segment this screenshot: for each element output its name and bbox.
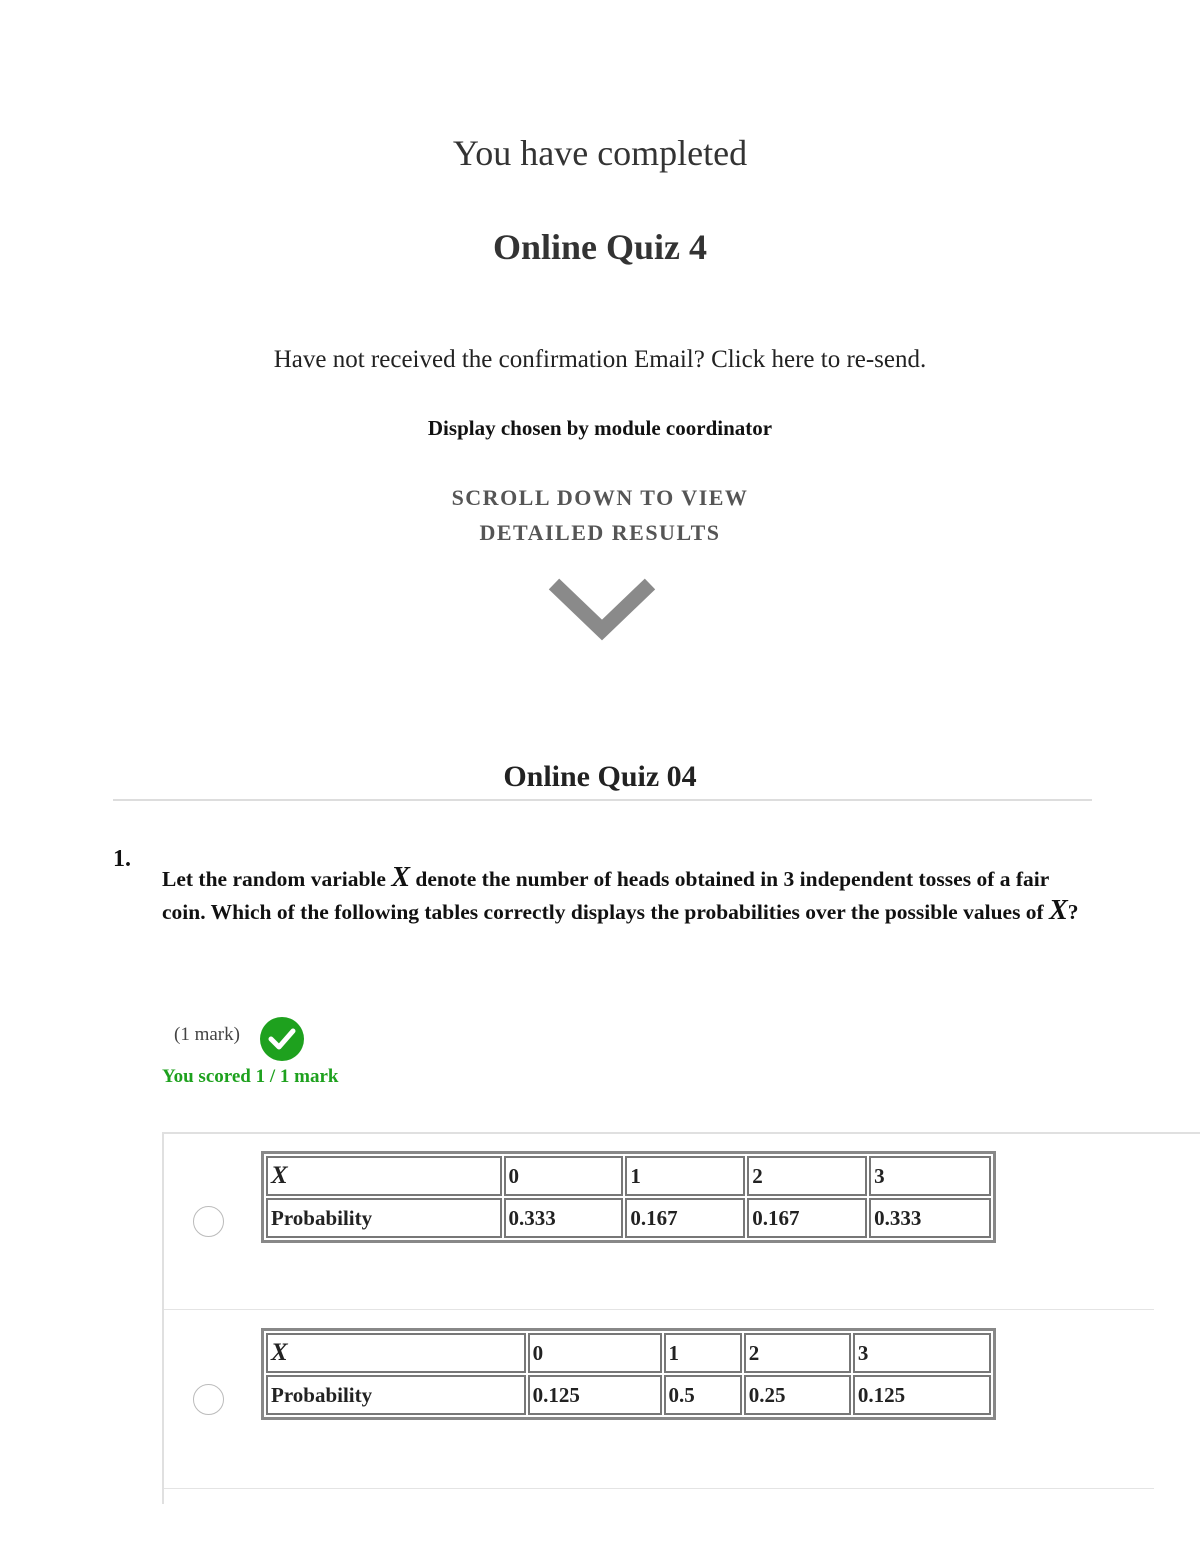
option-2-table[interactable] — [261, 1328, 996, 1420]
option-1-radio[interactable] — [193, 1206, 224, 1237]
table-cell: 0.333 — [504, 1198, 624, 1238]
table-cell: 0.167 — [747, 1198, 867, 1238]
question-variable: X — [1049, 895, 1068, 926]
option-1-table[interactable] — [261, 1151, 996, 1243]
table-row — [266, 1198, 991, 1238]
table-cell: Probability — [266, 1198, 502, 1238]
resend-link[interactable]: Click here to re-send. — [711, 346, 927, 373]
table-cell: 3 — [853, 1333, 991, 1373]
title-divider — [113, 799, 1092, 801]
resend-notice — [0, 346, 1200, 374]
table-cell: 2 — [744, 1333, 851, 1373]
scroll-hint-line-2: DETAILED RESULTS — [479, 520, 721, 545]
table-cell: 3 — [869, 1156, 991, 1196]
table-cell: 0.25 — [744, 1375, 851, 1415]
mark-label: (1 mark) — [174, 1024, 240, 1045]
check-circle-icon — [260, 1017, 304, 1061]
table-cell: Probability — [266, 1375, 526, 1415]
chevron-down-icon[interactable] — [546, 574, 658, 644]
table-cell: 0 — [504, 1156, 624, 1196]
display-note: Display chosen by module coordinator — [427, 416, 773, 440]
quiz-name: Online Quiz 4 — [492, 227, 708, 267]
table-cell: 1 — [664, 1333, 742, 1373]
score-text: You scored 1 / 1 mark — [162, 1066, 339, 1087]
question-text-part-1: Let the random variable — [162, 867, 386, 891]
table-cell: 0 — [528, 1333, 662, 1373]
completed-heading: You have completed — [452, 133, 748, 173]
table-cell: 1 — [625, 1156, 745, 1196]
table-row — [266, 1375, 991, 1415]
resend-prefix: Have not received the confirmation Email? — [273, 346, 705, 373]
scroll-hint — [0, 480, 1200, 550]
question-text-part-2: denote the number of heads obtained in 3 independent tosses of a fair coin. Which of the following tables correctly displays the probabilities over the possible values of — [162, 867, 1049, 924]
question-text-part-3: ? — [1067, 900, 1079, 924]
option-divider — [164, 1309, 1154, 1310]
question-number: 1. — [113, 846, 131, 872]
scroll-hint-line-1: SCROLL DOWN TO VIEW — [451, 485, 749, 510]
table-header-row — [266, 1333, 991, 1373]
table-cell: 2 — [747, 1156, 867, 1196]
table-header-row — [266, 1156, 991, 1196]
option-2-radio[interactable] — [193, 1384, 224, 1415]
table-cell: X — [266, 1333, 526, 1373]
table-cell: 0.125 — [528, 1375, 662, 1415]
table-cell: 0.333 — [869, 1198, 991, 1238]
table-cell: 0.125 — [853, 1375, 991, 1415]
question-text — [162, 862, 1092, 928]
question-variable: X — [391, 862, 410, 893]
results-title: Online Quiz 04 — [503, 760, 697, 793]
option-divider — [164, 1488, 1154, 1489]
table-cell: 0.5 — [664, 1375, 742, 1415]
table-cell: 0.167 — [625, 1198, 745, 1238]
table-cell: X — [266, 1156, 502, 1196]
